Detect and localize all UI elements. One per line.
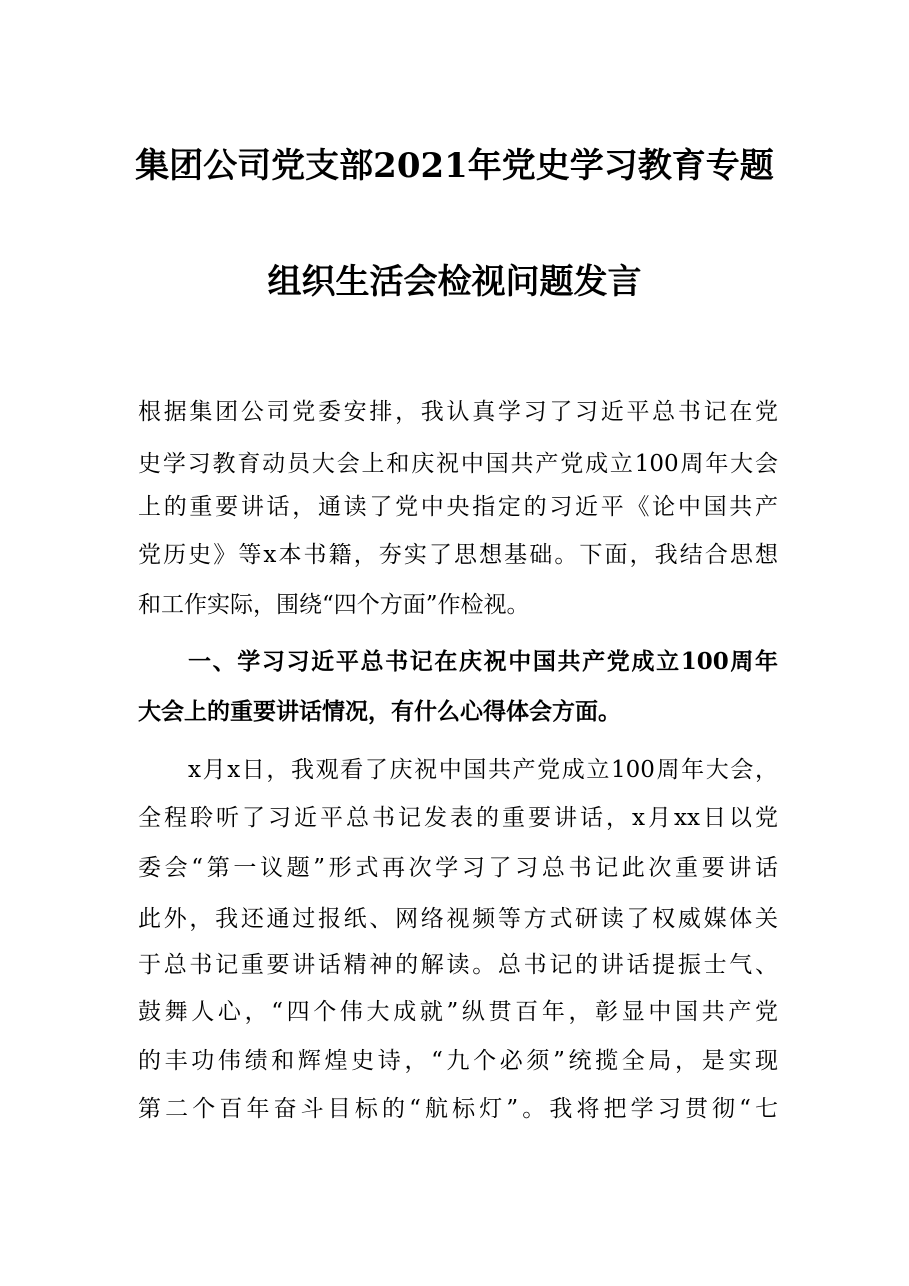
paragraph-3-line-5: 于总书记重要讲话精神的解读。总书记的讲话提振士气、 [138,952,778,978]
paragraph-3-line-6: 鼓舞人心，“四个伟大成就”纵贯百年，彰显中国共产党 [138,999,778,1025]
paragraph-1-line-4: 党历史》等x本书籍，夯实了思想基础。下面，我结合思想 [138,542,778,568]
section-heading-line-1: 一、学习习近平总书记在庆祝中国共产党成立100周年 [188,648,778,675]
document-title-line-2: 组织生活会检视问题发言 [267,262,642,302]
paragraph-3-line-4: 此外，我还通过报纸、网络视频等方式研读了权威媒体关 [138,906,778,932]
paragraph-3-line-1: x月x日，我观看了庆祝中国共产党成立100周年大会， [188,757,778,783]
paragraph-1-line-1: 根据集团公司党委安排，我认真学习了习近平总书记在党 [138,399,778,425]
document-title-line-1: 集团公司党支部2021年党史学习教育专题 [135,146,774,186]
paragraph-1-line-2: 史学习教育动员大会上和庆祝中国共产党成立100周年大会 [138,451,778,477]
paragraph-1-line-3: 上的重要讲话，通读了党中央指定的习近平《论中国共产 [138,494,778,520]
paragraph-1-line-5: 和工作实际，围绕“四个方面”作检视。 [138,592,530,618]
paragraph-3-line-3: 委会“第一议题”形式再次学习了习总书记此次重要讲话 [138,855,778,881]
paragraph-3-line-8: 第二个百年奋斗目标的“航标灯”。我将把学习贯彻“七 [138,1096,778,1122]
paragraph-3-line-7: 的丰功伟绩和辉煌史诗，“九个必须”统揽全局，是实现 [138,1048,778,1074]
paragraph-3-line-2: 全程聆听了习近平总书记发表的重要讲话，x月xx日以党 [138,805,778,831]
section-heading-line-2: 大会上的重要讲话情况，有什么心得体会方面。 [138,698,621,725]
